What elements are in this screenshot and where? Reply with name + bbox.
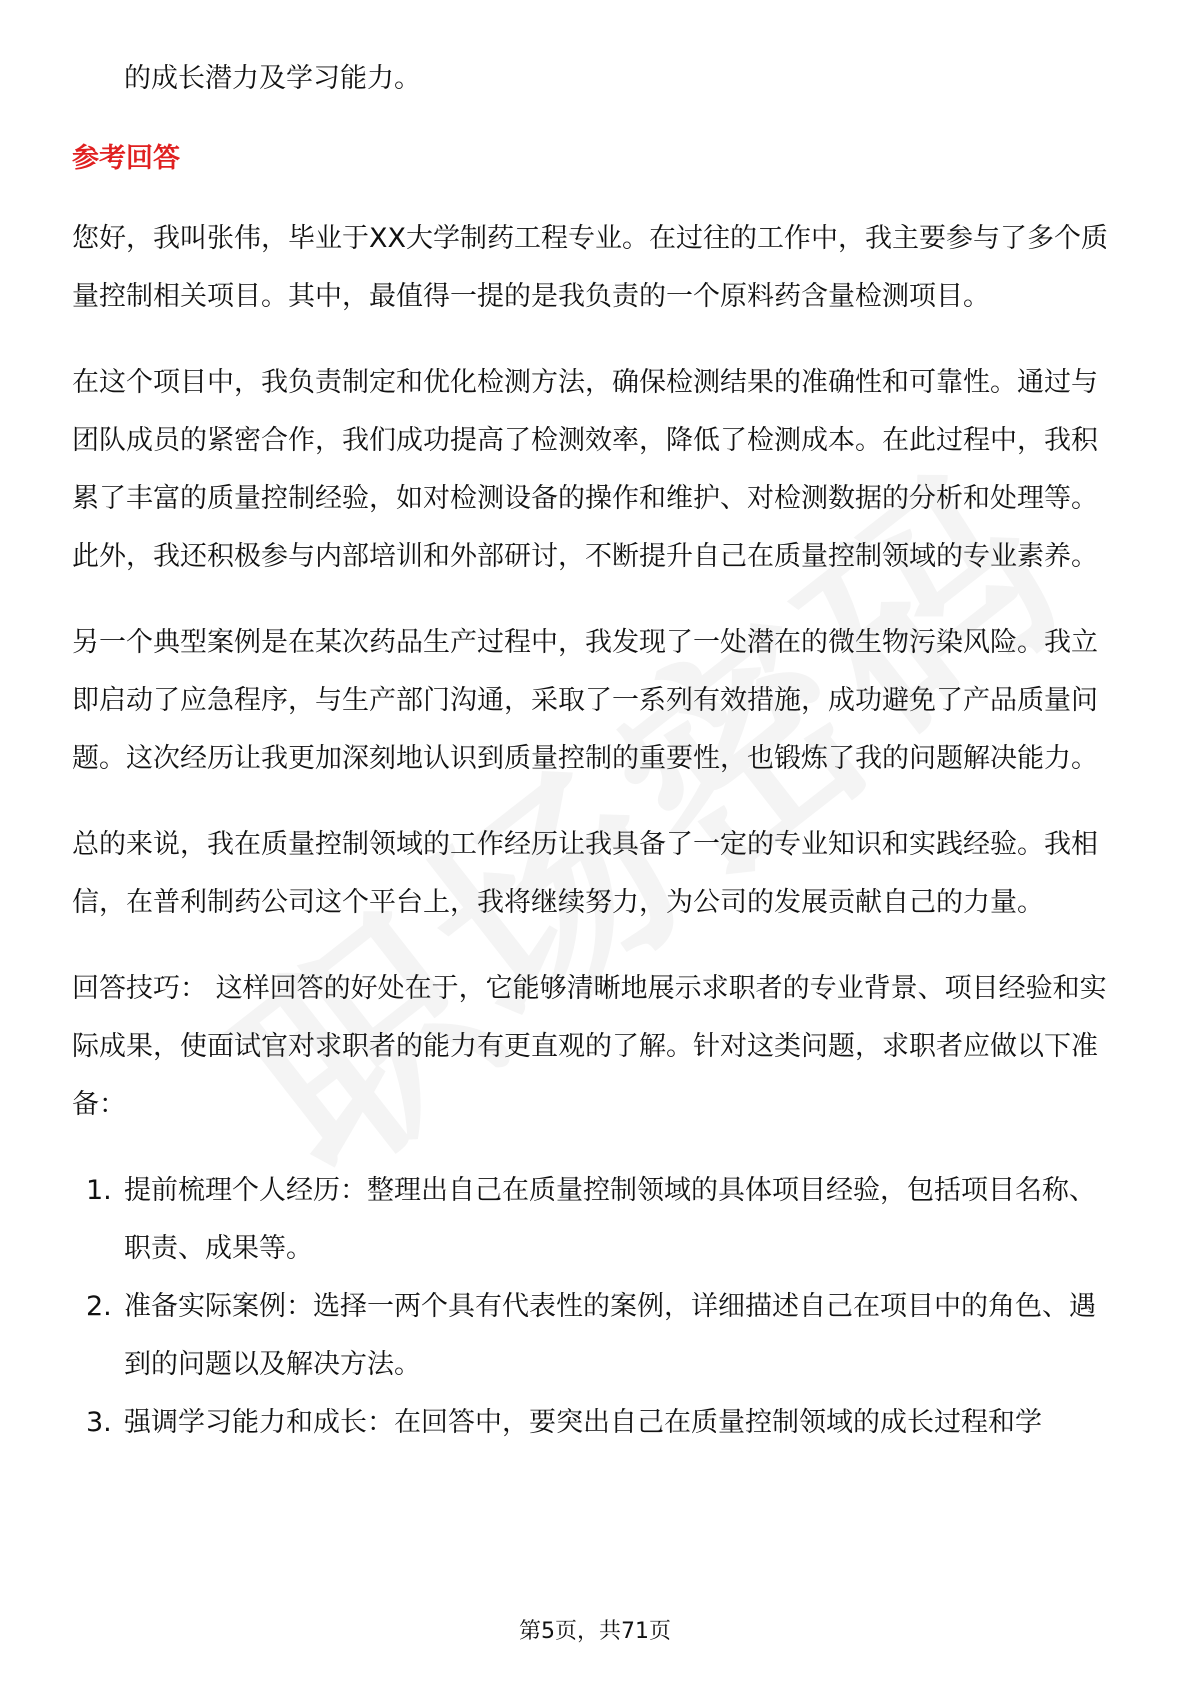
list-number: 3. [86,1407,112,1438]
list-item-text: 提前梳理个人经历：整理出自己在质量控制领域的具体项目经验，包括项目名称、职责、成果等。 [124,1175,1096,1264]
page-content [72,50,1117,1452]
list-number: 2. [86,1291,112,1322]
list-item-text: 准备实际案例：选择一两个具有代表性的案例，详细描述自己在项目中的角色、遇到的问题以及解决方法。 [124,1291,1096,1380]
page-number-footer: 第5页，共71页 [519,1619,671,1644]
paragraph-case: 另一个典型案例是在某次药品生产过程中，我发现了一处潜在的微生物污染风险。我立即启动了应急程序，与生产部门沟通，采取了一系列有效措施，成功避免了产品质量问题。这次经历让我更加深刻地认识到质量控制的重要性，也锻炼了我的问题解决能力。 [72,627,1098,774]
intro-continuation: 的成长潜力及学习能力。 [124,63,421,94]
list-item-text: 强调学习能力和成长：在回答中，要突出自己在质量控制领域的成长过程和学 [124,1407,1042,1438]
list-item [72,1394,1117,1452]
paragraph-tips-intro: 回答技巧： 这样回答的好处在于，它能够清晰地展示求职者的专业背景、项目经验和实际成果，使面试官对求职者的能力有更直观的了解。针对这类问题，求职者应做以下准备： [72,973,1107,1120]
paragraph-summary: 总的来说，我在质量控制领域的工作经历让我具备了一定的专业知识和实践经验。我相信，在普利制药公司这个平台上，我将继续努力，为公司的发展贡献自己的力量。 [72,829,1098,918]
list-item [72,1162,1117,1278]
paragraph-intro: 您好，我叫张伟，毕业于XX大学制药工程专业。在过往的工作中，我主要参与了多个质量控制相关项目。其中，最值得一提的是我负责的一个原料药含量检测项目。 [72,223,1108,312]
answer-heading: 参考回答 [72,143,180,174]
list-item [72,1278,1117,1394]
tips-list [72,1162,1117,1452]
paragraph-project: 在这个项目中，我负责制定和优化检测方法，确保检测结果的准确性和可靠性。通过与团队成员的紧密合作，我们成功提高了检测效率，降低了检测成本。在此过程中，我积累了丰富的质量控制经验，如对检测设备的操作和维护、对检测数据的分析和处理等。此外，我还积极参与内部培训和外部研讨，不断提升自己在质量控制领域的专业素养。 [72,367,1098,572]
list-number: 1. [86,1175,112,1206]
